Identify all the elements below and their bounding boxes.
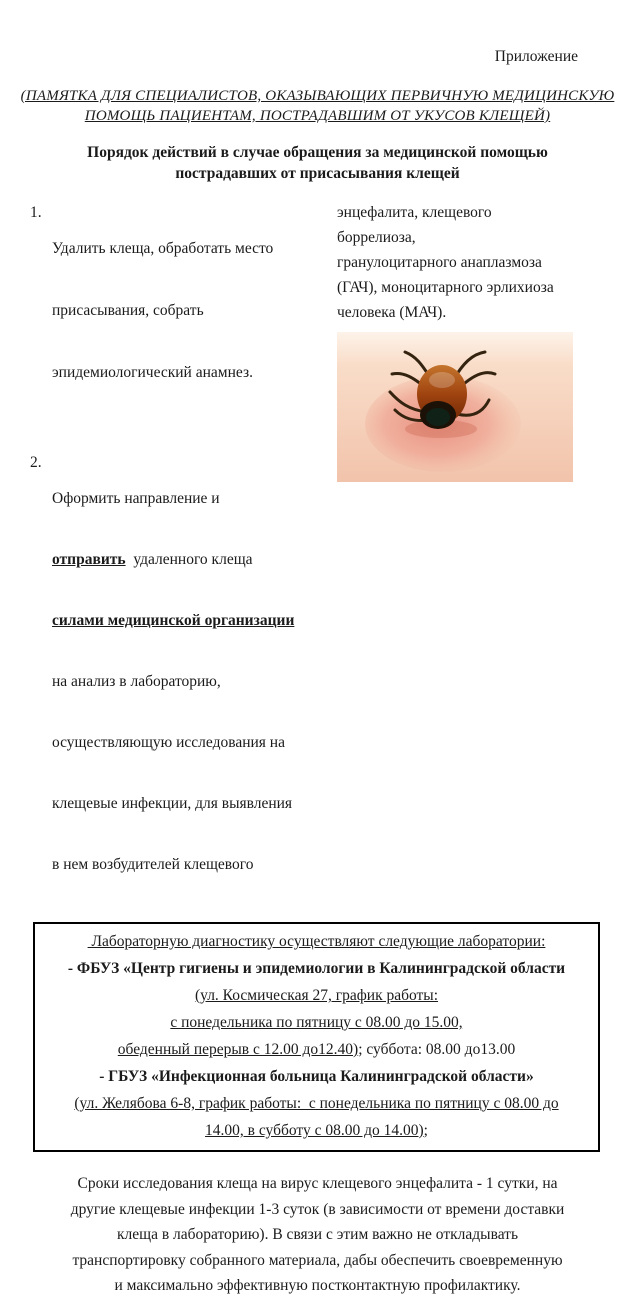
step-2-line: клещевые инфекции, для выявления [52,795,293,812]
memo-subtitle [0,86,635,126]
continuation-line: гранулоцитарного анаплазмоза [337,254,542,271]
continuation-line: человека (МАЧ). [337,304,447,321]
step-2-line-rest: удаленного клеща [125,551,253,568]
lab1-address-line1 [45,982,588,1009]
continuation-line: (ГАЧ), моноцитарного эрлихиоза [337,279,554,296]
lab1-address-line2 [45,1009,588,1036]
lab1-address-line3-rest: ; суббота: 08.00 до13.00 [358,1041,516,1058]
lab1-address-line3-underlined: обеденный перерыв с 12.00 до12.40) [117,1041,359,1058]
lab1-address-line1-text: (ул. Космическая 27, график работы: [194,987,439,1004]
step-item-2 [30,450,337,913]
laboratories-box [33,922,600,1152]
lab2-address-line2-underlined: 14.00, в субботу с 08.00 до 14.00) [205,1122,424,1139]
by-medical-org-emphasis: силами медицинской организации [52,612,295,629]
step-2-line: в нем возбудителей клещевого [52,856,254,873]
timing-paragraph-line: другие клещевые инфекции 1-3 суток (в зависимости от времени доставки [70,1200,565,1218]
step-1-number: 1. [30,204,42,221]
lab2-address-line1-text: (ул. Желябова 6-8, график работы: с понедельника по пятницу с 08.00 до [74,1095,559,1112]
send-emphasis: отправить [52,551,126,568]
timing-paragraph-line: клеща в лабораторию). В связи с этим важно не откладывать [116,1226,519,1243]
lab2-name: - ГБУЗ «Инфекционная больница Калининградской области» [99,1068,534,1085]
step-item-1 [30,200,337,422]
timing-paragraph-line: транспортировку собранного материала, дабы обеспечить своевременную [72,1251,563,1269]
lab1-name: - ФБУЗ «Центр гигиены и эпидемиологии в Калининградской области [67,960,566,977]
step-2-line: осуществляющую исследования на [52,734,285,751]
step-2-line: Оформить направление и [52,490,220,507]
step-1-line: Удалить клеща, обработать место [52,240,274,257]
timing-paragraph [0,1171,635,1299]
memo-subtitle-line2: ПОМОЩЬ ПАЦИЕНТАМ, ПОСТРАДАВШИМ ОТ УКУСОВ КЛЕЩЕЙ) [84,108,551,124]
step-1-line: эпидемиологический анамнез. [52,364,253,381]
lab2-address-line1 [45,1090,588,1117]
lab1-address-line3 [45,1036,588,1063]
step-2-line [52,608,294,633]
tick-body-highlight [429,372,455,388]
memo-subtitle-line1: (ПАМЯТКА ДЛЯ СПЕЦИАЛИСТОВ, ОКАЗЫВАЮЩИХ ПЕРВИЧНУЮ МЕДИЦИНСКУЮ [20,88,615,104]
lab1-address-line2-text: с понедельника по пятницу с 08.00 до 15.00, [170,1014,463,1031]
appendix-label: Приложение [494,48,578,65]
document-title-line2: пострадавших от присасывания клещей [175,165,460,182]
timing-paragraph-line: и максимально эффективную постконтактную профилактику. [114,1277,521,1294]
lab2-address-line2-rest: ; [423,1122,428,1139]
document-title [0,142,635,184]
step-1-line: присасывания, собрать [52,302,204,319]
two-column-section [30,200,635,913]
step-2-text [52,450,294,913]
step-1-text [52,200,273,422]
step-2-line: на анализ в лабораторию, [52,673,221,690]
steps-column [30,200,337,913]
right-column [337,200,573,913]
document-title-line1: Порядок действий в случае обращения за медицинской помощью [87,144,548,161]
lab2-address-line2 [45,1117,588,1144]
continuation-line: энцефалита, клещевого боррелиоза, [337,204,496,246]
lab-box-heading-text: Лабораторную диагностику осуществляют следующие лаборатории: [87,933,546,950]
timing-paragraph-line: Сроки исследования клеща на вирус клещевого энцефалита - 1 сутки, на [77,1175,558,1192]
tick-head-sheen [426,408,450,426]
infections-continuation-text [337,200,573,325]
lab-box-heading [45,928,588,955]
tick-photo [337,332,573,482]
step-2-number: 2. [30,454,42,471]
step-2-line [52,547,294,572]
